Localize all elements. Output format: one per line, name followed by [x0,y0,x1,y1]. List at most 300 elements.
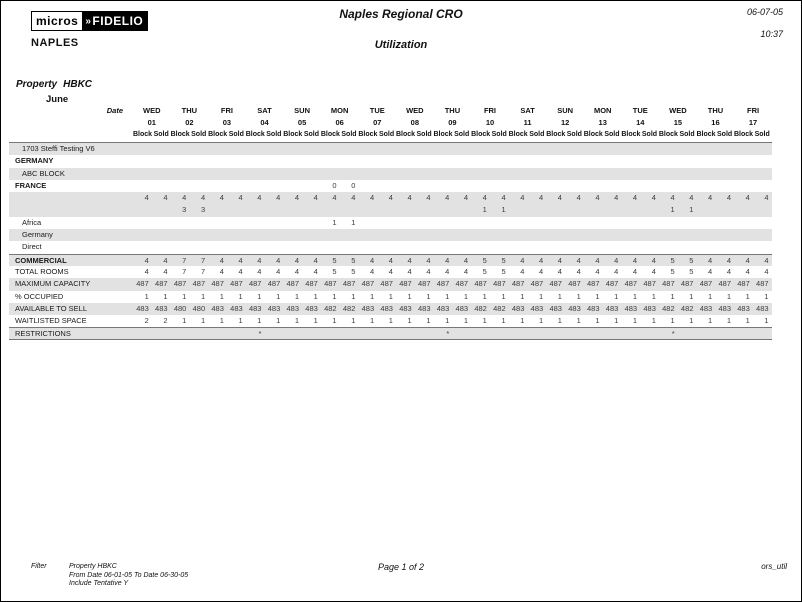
cell-sold [152,241,171,253]
cell-block [171,241,190,253]
cell-block [171,217,190,229]
cell-block: 487 [211,279,224,289]
cell-block [321,204,340,216]
cell-block [509,180,528,192]
cell-block [358,217,377,229]
cell-block: 4 [445,266,450,276]
cell-sold [452,241,471,253]
cell-sold: 483 [267,303,281,313]
cell-block: 487 [624,279,638,289]
cell-sold: 1 [200,291,206,301]
header-dow: MON [330,106,349,115]
cell-sold [527,204,546,216]
cell-sold [152,328,171,338]
cell-block: 483 [737,303,750,313]
cell-sold [189,229,208,241]
cell-block [696,229,715,241]
cell-block: 1 [670,316,675,326]
cell-block [734,168,753,180]
cell-block [471,328,490,338]
cell-sold [377,180,396,192]
row-label [9,192,133,204]
cell-sold [753,217,772,229]
filter-include-tentative: Include Tentative Y [69,580,129,587]
cell-sold [753,241,772,253]
cell-sold: 1 [501,205,506,215]
cell-block: 1 [332,291,337,301]
cell-sold [340,229,359,241]
cell-sold [415,328,434,338]
logo-micros-text: micros [31,11,83,31]
cell-sold [640,328,659,338]
cell-sold [302,180,321,192]
cell-block: 1 [407,291,412,301]
cell-block [659,168,678,180]
cell-block [434,168,453,180]
cell-block [358,204,377,216]
cell-block: 4 [708,266,713,276]
cell-block: 4 [595,193,600,203]
cell-sold: 483 [230,303,243,313]
cell-block: 487 [286,279,300,289]
table-row [9,143,772,155]
cell-sold: 4 [276,193,281,203]
cell-sold [264,204,283,216]
cell-block [734,217,753,229]
header-day: 10 [485,118,495,127]
cell-block [208,204,227,216]
cell-sold [640,241,659,253]
cell-sold [640,180,659,192]
header-block: Block [583,131,603,138]
cell-block: 4 [407,266,412,276]
cell-block: * [258,329,262,339]
cell-block [171,180,190,192]
cell-sold [302,328,321,338]
cell-block [396,217,415,229]
page-number: Page 1 of 2 [377,562,425,572]
cell-block: 4 [520,255,525,265]
cell-sold [490,155,509,167]
header-block: Block [395,131,415,138]
cell-sold: 487 [455,279,469,289]
cell-sold: 7 [200,266,206,276]
cell-sold: 487 [155,279,168,289]
cell-sold [189,155,208,167]
row-label: MAXIMUM CAPACITY [15,279,91,289]
cell-block [246,204,265,216]
filter-property: Property HBKC [69,563,117,570]
cell-block [246,180,265,192]
header-sold: Sold [566,131,582,138]
cell-block: 5 [670,255,675,265]
header-day: 01 [147,118,156,127]
cell-sold [377,241,396,253]
cell-block: 7 [182,255,187,265]
header-dow: TUE [632,106,648,115]
cell-block: 1 [369,316,375,326]
cell-block [208,180,227,192]
cell-sold: 1 [651,316,656,326]
table-row [9,315,772,327]
cell-sold: 483 [155,303,168,313]
cell-sold: 4 [651,255,656,265]
header-spacer [9,117,133,129]
row-label: 1703 Steffi Testing V6 [22,144,95,153]
cell-sold: 1 [764,316,769,326]
table-body [9,143,772,340]
cell-block: 4 [520,266,525,276]
cell-sold: 5 [351,255,356,265]
cell-sold [264,155,283,167]
header-dow: WED [406,106,424,115]
cell-block [696,143,715,155]
cell-block [696,328,715,338]
cell-sold: 483 [643,303,656,313]
cell-block [321,143,340,155]
cell-block [283,155,302,167]
cell-sold [189,180,208,192]
cell-block: 1 [445,316,450,326]
cell-sold [152,155,171,167]
cell-sold: 4 [614,193,619,203]
table-header-row [9,129,772,141]
filter-date-range: From Date 06-01-05 To Date 06-30-05 [69,571,189,579]
cell-block: 4 [482,193,487,203]
cell-block: 4 [445,255,450,265]
cell-block [659,217,678,229]
cell-sold [152,168,171,180]
header-sold: Sold [529,131,545,138]
header-day: 17 [748,118,758,127]
cell-block: 487 [511,279,525,289]
cell-sold [415,217,434,229]
header-day: 02 [185,118,194,127]
cell-block [584,328,603,338]
cell-sold: 487 [192,279,206,289]
run-date: 06-07-05 [746,7,783,17]
cell-block: 487 [361,279,375,289]
cell-block [696,217,715,229]
cell-block [358,229,377,241]
cell-sold: 487 [493,279,506,289]
cell-sold [603,168,622,180]
cell-block: 4 [369,193,375,203]
cell-block: 4 [144,255,149,265]
cell-block [734,229,753,241]
cell-block: 4 [445,193,450,203]
header-dow: THU [181,106,198,115]
row-label: Germany [22,230,53,240]
header-day: 16 [711,118,720,127]
header-sold: Sold [378,131,395,138]
cell-block: 487 [436,279,450,289]
cell-block [283,204,302,216]
header-sold: Sold [454,131,470,138]
cell-block [584,229,603,241]
cell-sold [527,143,546,155]
header-dow: FRI [746,106,760,115]
cell-sold: 4 [351,193,356,203]
cell-sold [415,155,434,167]
cell-block [546,229,565,241]
cell-sold: 5 [501,255,506,265]
cell-sold [715,143,734,155]
cell-sold: 1 [576,291,581,301]
cell-block: 480 [173,303,187,313]
cell-block [621,328,640,338]
cell-sold [640,168,659,180]
cell-sold: 482 [342,303,356,313]
cell-sold: 487 [680,279,694,289]
run-time: 10:37 [760,29,783,39]
cell-sold: 1 [313,316,318,326]
cell-block: 4 [557,266,562,276]
cell-sold [452,180,471,192]
report-id: ors_util [761,562,787,571]
cell-sold [152,229,171,241]
cell-block: 483 [136,303,149,313]
cell-sold: 4 [576,193,581,203]
header-sold: Sold [191,131,207,138]
cell-block: 1 [294,291,300,301]
table-row [9,204,772,216]
cell-sold: 3 [200,205,206,215]
cell-block: 1 [294,316,300,326]
cell-block: 4 [294,266,300,276]
cell-sold: 487 [568,279,581,289]
cell-sold [678,168,697,180]
cell-block: 4 [294,255,300,265]
cell-block: 1 [595,291,600,301]
cell-block [546,180,565,192]
cell-sold [490,168,509,180]
cell-sold [415,168,434,180]
cell-sold: 483 [305,303,318,313]
cell-sold [678,143,697,155]
cell-sold: 4 [651,266,656,276]
cell-block [659,155,678,167]
header-block: Block [696,131,716,138]
filter-label: Filter [31,563,47,570]
cell-sold: 1 [726,291,731,301]
cell-block [621,168,640,180]
cell-block [283,328,302,338]
cell-block [621,155,640,167]
cell-block [171,143,190,155]
utilization-table [9,105,772,340]
cell-sold [565,155,584,167]
cell-sold: 1 [313,291,318,301]
cell-sold: 4 [238,266,243,276]
table-row [9,291,772,303]
cell-block [246,229,265,241]
row-label: WAITLISTED SPACE [15,316,87,326]
header-sold: Sold [491,131,507,138]
cell-sold [452,204,471,216]
cell-block: 3 [182,205,187,215]
cell-block: 7 [182,266,187,276]
cell-block [283,168,302,180]
header-sold: Sold [754,131,770,138]
cell-block: 5 [482,255,487,265]
property-line [16,79,98,90]
cell-block [584,155,603,167]
cell-block: 4 [407,193,412,203]
cell-sold [302,217,321,229]
cell-block [584,241,603,253]
row-label: ABC BLOCK [22,168,65,178]
cell-sold [340,168,359,180]
cell-sold [377,168,396,180]
cell-block [696,204,715,216]
cell-block [584,168,603,180]
cell-sold: 483 [756,303,769,313]
cell-block [659,229,678,241]
cell-sold: 487 [605,279,619,289]
cell-sold [189,217,208,229]
office-name: NAPLES [31,37,79,49]
logo-fidelio-text: FIDELIO [92,14,144,28]
cell-block [208,229,227,241]
cell-sold [415,204,434,216]
cell-sold: 4 [576,266,581,276]
cell-sold [264,143,283,155]
cell-sold [527,155,546,167]
cell-block [659,143,678,155]
cell-sold [377,204,396,216]
cell-block [509,241,528,253]
header-day: 08 [410,118,419,127]
cell-sold: 4 [426,266,431,276]
header-block: Block [658,131,678,138]
table-row [9,217,772,229]
header-block: Block [320,131,340,138]
header-dow: WED [669,106,687,115]
cell-block: 4 [708,193,713,203]
cell-block [471,168,490,180]
cell-block [434,180,453,192]
cell-block: 487 [662,279,675,289]
cell-block [546,155,565,167]
cell-block: 1 [369,291,375,301]
cell-sold [715,155,734,167]
cell-block [471,217,490,229]
cell-block [471,143,490,155]
table-row [9,278,772,290]
cell-sold: 4 [726,266,731,276]
cell-block: 4 [595,255,600,265]
cell-sold: 4 [539,266,544,276]
cell-block: 5 [332,266,337,276]
cell-block [396,155,415,167]
cell-sold [527,328,546,338]
cell-block: 1 [520,291,525,301]
cell-block [358,328,377,338]
cell-block [509,217,528,229]
cell-sold [490,328,509,338]
header-day: 06 [335,118,344,127]
cell-block [133,143,152,155]
cell-sold [227,204,246,216]
cell-sold: 483 [455,303,469,313]
header-dow: FRI [220,106,233,115]
cell-block [283,229,302,241]
cell-block [509,204,528,216]
header-block: Block [245,131,265,138]
cell-block [171,229,190,241]
cell-sold [415,229,434,241]
cell-sold: 4 [238,255,243,265]
header-block: Block [170,131,190,138]
cell-sold [264,180,283,192]
cell-block [584,204,603,216]
cell-sold [340,328,359,338]
cell-block: 4 [219,255,224,265]
cell-block [546,328,565,338]
cell-block: 4 [745,255,750,265]
cell-block: 4 [557,255,562,265]
cell-block [734,180,753,192]
cell-sold: 482 [493,303,506,313]
cell-block: 1 [670,291,675,301]
header-sold: Sold [228,131,244,138]
cell-sold [715,241,734,253]
row-label: AVAILABLE TO SELL [15,303,87,313]
cell-sold [227,155,246,167]
cell-sold: 4 [764,193,769,203]
cell-sold: 1 [576,316,581,326]
cell-block [171,168,190,180]
header-dow: FRI [483,106,497,115]
cell-block [621,204,640,216]
cell-sold: 4 [388,266,393,276]
cell-block [208,328,227,338]
cell-sold [152,180,171,192]
cell-sold: 1 [539,291,544,301]
cell-sold [678,155,697,167]
row-label: TOTAL ROOMS [15,266,69,276]
cell-block: 483 [587,303,600,313]
cell-block: 1 [257,291,262,301]
cell-block: 1 [632,291,638,301]
cell-block [734,204,753,216]
cell-sold: 4 [539,255,544,265]
cell-block: * [671,329,675,339]
cell-sold [415,241,434,253]
cell-sold [415,180,434,192]
cell-block [208,143,227,155]
table-row [9,303,772,315]
cell-block [621,217,640,229]
cell-block [434,204,453,216]
cell-block [734,155,753,167]
cell-block: 487 [248,279,262,289]
cell-block: 4 [257,193,262,203]
cell-block [396,204,415,216]
cell-sold: 4 [651,193,656,203]
cell-block: 5 [482,266,487,276]
table-row [9,327,772,339]
cell-block [546,241,565,253]
cell-sold: 4 [614,255,619,265]
row-label: GERMANY [15,156,54,166]
cell-block [321,328,340,338]
cell-sold [302,155,321,167]
cell-block [471,241,490,253]
cell-sold [753,328,772,338]
header-day: 15 [673,118,683,127]
